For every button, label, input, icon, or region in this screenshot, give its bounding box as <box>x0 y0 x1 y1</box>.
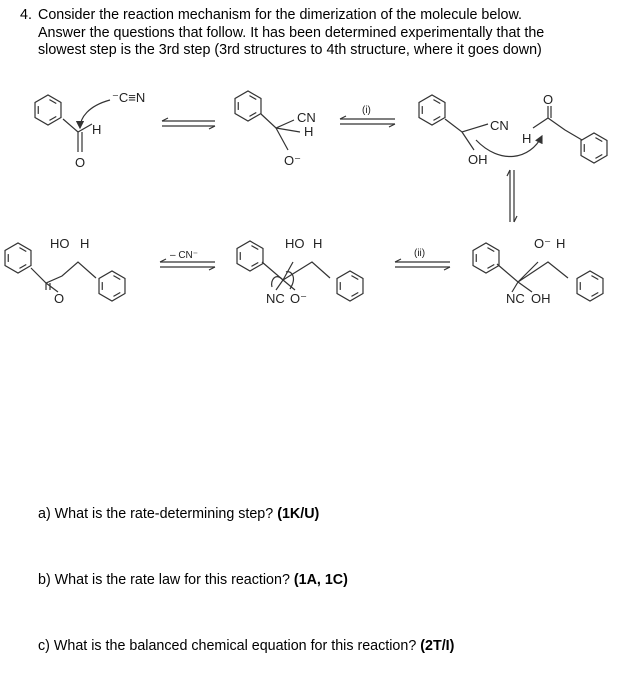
question-line-1: Consider the reaction mechanism for the dimerization of the molecule below. <box>38 7 522 23</box>
subquestion-text: c) What is the balanced chemical equation for this reaction? <box>38 638 421 654</box>
benzene-ring <box>237 241 263 271</box>
atom-label: H <box>92 122 102 137</box>
double-bond <box>433 116 440 120</box>
double-bond <box>19 264 26 268</box>
curved-arrow-icon <box>286 272 293 289</box>
subquestion-b <box>38 572 348 588</box>
double-bond <box>433 100 440 104</box>
atom-label: CN <box>297 110 316 125</box>
double-bond <box>487 248 494 252</box>
subquestion-c <box>38 638 454 654</box>
double-bond <box>251 262 258 266</box>
double-bond <box>351 276 358 280</box>
double-bond <box>49 116 56 120</box>
subquestion-a <box>38 506 319 522</box>
double-bond <box>249 112 256 116</box>
question-text <box>20 7 544 60</box>
atom-label: O <box>75 155 86 170</box>
subquestion-text: a) What is the rate-determining step? <box>38 506 278 522</box>
atom-label: OH <box>468 152 488 167</box>
double-bond <box>595 154 602 158</box>
atom-label: NC <box>266 291 285 306</box>
benzene-ring <box>35 95 61 125</box>
cyanide-label: ⁻C≡N <box>112 90 146 105</box>
atom-label: O⁻ <box>290 291 307 306</box>
atom-label: H <box>556 236 566 251</box>
benzene-ring <box>473 243 499 273</box>
step-label: (i) <box>362 105 371 116</box>
question-line-3: slowest step is the 3rd step (3rd structures to 4th structure, where it goes down) <box>38 42 542 58</box>
atom-label: NC <box>506 291 525 306</box>
double-bond <box>591 292 598 296</box>
double-bond <box>591 276 598 280</box>
double-bond <box>113 276 120 280</box>
double-bond <box>251 246 258 250</box>
double-bond <box>249 96 256 100</box>
atom-label: O⁻ <box>534 236 551 251</box>
atom-label: O <box>54 291 65 306</box>
question-line-2: Answer the questions that follow. It has been determined experimentally that the <box>38 24 545 41</box>
double-bond <box>49 100 56 104</box>
atom-label: O⁻ <box>284 153 301 168</box>
marks: (1A, 1C) <box>293 572 348 588</box>
reaction-mechanism-diagram <box>0 80 635 320</box>
double-bond <box>595 138 602 142</box>
atom-label: CN <box>490 118 509 133</box>
double-bond <box>487 264 494 268</box>
benzene-ring <box>581 133 607 163</box>
atom-label: HO <box>50 236 70 251</box>
atom-label: H <box>522 131 532 146</box>
step-label: (ii) <box>414 248 426 259</box>
benzene-ring <box>577 271 603 301</box>
benzene-ring <box>99 271 125 301</box>
step-label: – CN⁻ <box>170 250 199 261</box>
question-number: 4. <box>20 7 32 23</box>
atom-label: O <box>543 92 554 107</box>
atom-label: H <box>80 236 90 251</box>
benzene-ring <box>337 271 363 301</box>
benzene-ring <box>235 91 261 121</box>
double-bond <box>113 292 120 296</box>
atom-labels <box>50 90 565 306</box>
atom-label: OH <box>531 291 551 306</box>
subquestion-text: b) What is the rate law for this reaction? <box>38 572 294 588</box>
marks: (2T/I) <box>420 638 455 654</box>
marks: (1K/U) <box>277 506 320 522</box>
benzene-ring <box>5 243 31 273</box>
double-bond <box>351 292 358 296</box>
atom-label: H <box>304 124 314 139</box>
benzene-ring <box>419 95 445 125</box>
double-bond <box>19 248 26 252</box>
atom-label: H <box>313 236 323 251</box>
atom-label: HO <box>285 236 305 251</box>
